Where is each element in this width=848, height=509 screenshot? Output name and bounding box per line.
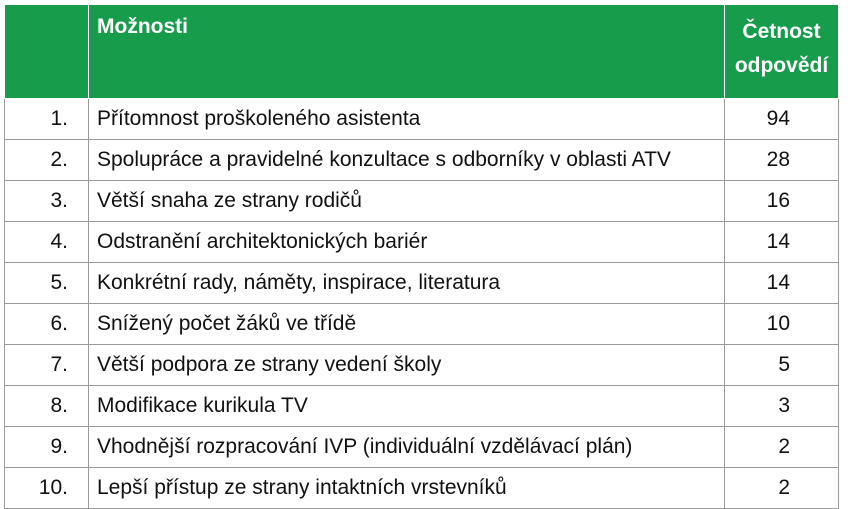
row-option: Přítomnost proškoleného asistenta (89, 99, 725, 140)
row-option: Větší snaha ze strany rodičů (89, 181, 725, 222)
row-frequency: 2 (725, 427, 839, 468)
row-frequency: 2 (725, 468, 839, 509)
header-frequency-line2: odpovědí (734, 54, 829, 77)
table-body (5, 99, 839, 509)
row-number: 3. (5, 181, 89, 222)
row-number: 10. (5, 468, 89, 509)
row-option: Odstranění architektonických bariér (89, 222, 725, 263)
row-option: Spolupráce a pravidelné konzultace s odborníky v oblasti ATV (89, 140, 725, 181)
header-option: Možnosti (89, 5, 725, 99)
row-option: Vhodnější rozpracování IVP (individuální vzdělávací plán) (89, 427, 725, 468)
row-number: 5. (5, 263, 89, 304)
header-frequency-line1: Četnost (742, 20, 821, 43)
results-table (4, 4, 839, 509)
row-number: 4. (5, 222, 89, 263)
table-row (5, 181, 839, 222)
row-frequency: 14 (725, 263, 839, 304)
row-option: Konkrétní rady, náměty, inspirace, literatura (89, 263, 725, 304)
row-frequency: 94 (725, 99, 839, 140)
table-header (5, 5, 839, 99)
row-number: 6. (5, 304, 89, 345)
row-frequency: 5 (725, 345, 839, 386)
header-frequency (725, 5, 839, 99)
table-row (5, 140, 839, 181)
table-row (5, 99, 839, 140)
row-option: Snížený počet žáků ve třídě (89, 304, 725, 345)
results-table-container (4, 4, 838, 509)
row-frequency: 14 (725, 222, 839, 263)
table-row (5, 222, 839, 263)
table-row (5, 263, 839, 304)
table-row (5, 468, 839, 509)
row-option: Lepší přístup ze strany intaktních vrstevníků (89, 468, 725, 509)
row-frequency: 10 (725, 304, 839, 345)
row-frequency: 28 (725, 140, 839, 181)
row-number: 8. (5, 386, 89, 427)
table-row (5, 345, 839, 386)
table-row (5, 304, 839, 345)
row-number: 1. (5, 99, 89, 140)
row-number: 9. (5, 427, 89, 468)
table-row (5, 386, 839, 427)
header-row (5, 5, 839, 99)
table-row (5, 427, 839, 468)
row-frequency: 3 (725, 386, 839, 427)
row-number: 7. (5, 345, 89, 386)
row-option: Modifikace kurikula TV (89, 386, 725, 427)
header-number (5, 5, 89, 99)
row-frequency: 16 (725, 181, 839, 222)
row-number: 2. (5, 140, 89, 181)
row-option: Větší podpora ze strany vedení školy (89, 345, 725, 386)
